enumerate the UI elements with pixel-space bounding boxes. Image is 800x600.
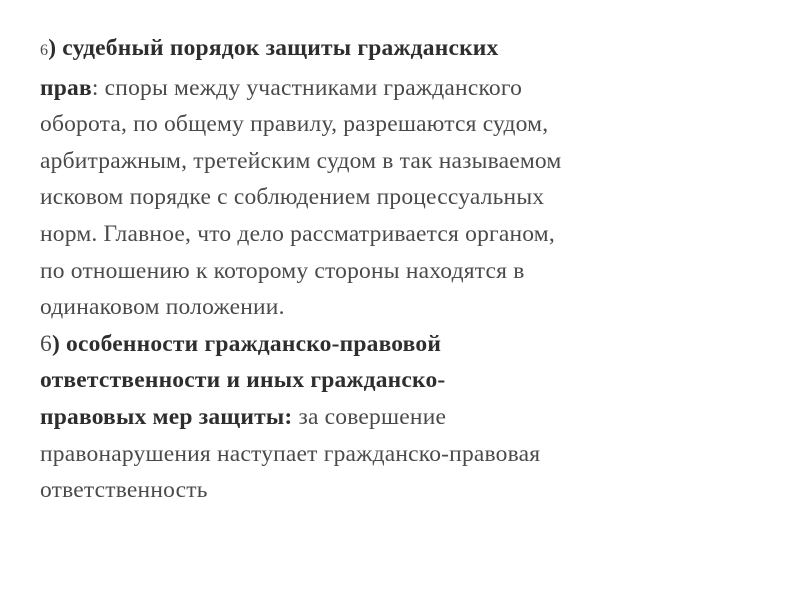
paragraph-heading: ) судебный порядок защиты гражданских bbox=[48, 35, 499, 61]
body-text: по отношению к которому стороны находятся в bbox=[40, 257, 525, 284]
paragraph-heading: ) особенности гражданско-правовой bbox=[51, 330, 442, 357]
body-text: за совершение bbox=[292, 403, 447, 430]
body-text: ответственность bbox=[40, 477, 208, 504]
slide-text bbox=[40, 30, 770, 509]
body-text: норм. Главное, что дело рассматривается органом, bbox=[40, 220, 555, 247]
paragraph-heading-cont: прав bbox=[40, 74, 92, 101]
body-text: одинаковом положении. bbox=[40, 294, 285, 321]
body-text: : споры между участниками гражданского bbox=[91, 74, 523, 101]
body-text: оборота, по общему правилу, разрешаются судом, bbox=[40, 111, 549, 138]
paragraph-judicial-protection bbox=[40, 30, 770, 326]
body-text: правонарушения наступает гражданско-правовая bbox=[40, 440, 541, 467]
body-text: арбитражным, третейским судом в так называемом bbox=[40, 147, 562, 174]
paragraph-heading-cont: правовых мер защиты: bbox=[40, 403, 293, 430]
paragraph-heading-cont: ответственности и иных гражданско- bbox=[40, 367, 446, 394]
body-text: исковом порядке с соблюдением процессуальных bbox=[40, 184, 545, 211]
paragraph-number: 6 bbox=[40, 42, 49, 59]
paragraph-liability bbox=[40, 326, 770, 509]
paragraph-number: 6 bbox=[40, 330, 52, 357]
